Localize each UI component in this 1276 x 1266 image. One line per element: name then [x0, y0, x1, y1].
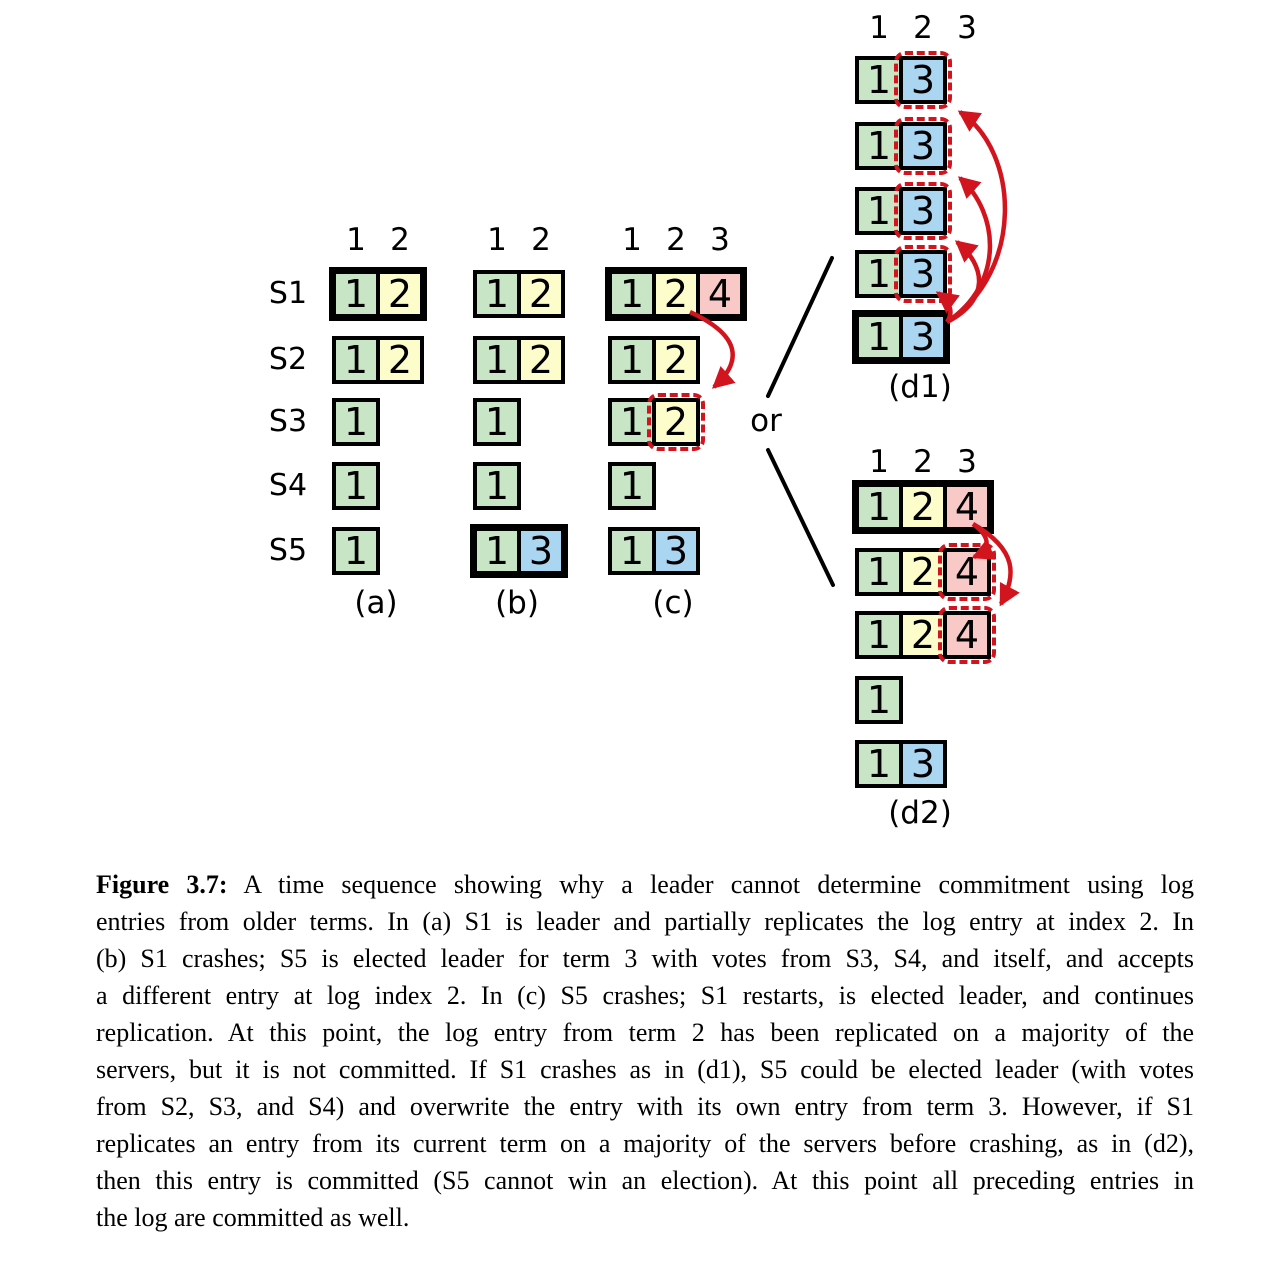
caption-line: entries from older terms. In (a) S1 is leader and partially replicates the log entry at index 2. In — [96, 907, 1194, 936]
column-label-b: (b) — [495, 585, 539, 621]
log-entry: 1 — [477, 402, 517, 442]
log-entry: 4 — [700, 274, 740, 314]
log-entry: 1 — [336, 340, 376, 380]
caption-line — [96, 866, 1194, 903]
log-entry: 1 — [859, 615, 899, 655]
log-entry: 1 — [612, 340, 652, 380]
replicated-entry-outline — [938, 606, 996, 664]
overwritten-entry-outline — [894, 245, 952, 303]
log-c-s2 — [608, 336, 700, 384]
index-header: 2 — [390, 222, 410, 258]
log-entry: 2 — [656, 402, 696, 442]
log-entry: 3 — [903, 317, 943, 357]
log-entry: 1 — [859, 487, 899, 527]
log-entry: 1 — [859, 60, 899, 100]
caption-line: replication. At this point, the log entry from term 2 has been replicated on a majority of the — [96, 1018, 1194, 1047]
log-entry: 1 — [477, 274, 517, 314]
log-entry: 3 — [903, 60, 943, 100]
index-header: 3 — [710, 222, 730, 258]
log-entry: 3 — [903, 191, 943, 231]
log-entry: 1 — [859, 552, 899, 592]
log-a-s3 — [332, 398, 380, 446]
log-b-s1 — [473, 270, 565, 318]
caption-line: a different entry at log index 2. In (c) S5 crashes; S1 restarts, is elected leader, and continues — [96, 981, 1194, 1010]
log-entry: 3 — [903, 254, 943, 294]
server-label-s1: S1 — [268, 276, 308, 311]
index-header: 3 — [957, 10, 977, 46]
index-header: 2 — [666, 222, 686, 258]
index-header: 2 — [913, 10, 933, 46]
log-c-s1-leader — [605, 267, 747, 321]
log-c-s5 — [608, 527, 700, 575]
log-entry: 1 — [612, 402, 652, 442]
caption-line: then this entry is committed (S5 cannot win an election). At this point all preceding entries in — [96, 1166, 1194, 1195]
log-entry: 1 — [336, 531, 376, 571]
log-entry: 1 — [477, 340, 517, 380]
server-label-s2: S2 — [268, 342, 308, 377]
log-entry: 3 — [903, 126, 943, 166]
figure-caption — [96, 866, 1194, 1236]
replicated-entry-outline — [647, 393, 705, 451]
log-entry: 1 — [477, 466, 517, 506]
log-entry: 2 — [521, 340, 561, 380]
server-label-s5: S5 — [268, 533, 308, 568]
figure-number: Figure 3.7: — [96, 870, 228, 899]
branch-line-d1 — [768, 258, 832, 396]
log-entry: 1 — [336, 402, 376, 442]
log-entry: 2 — [656, 340, 696, 380]
index-header: 1 — [622, 222, 642, 258]
log-entry: 2 — [521, 274, 561, 314]
log-entry: 3 — [521, 531, 561, 571]
index-header: 1 — [346, 222, 366, 258]
log-entry: 1 — [859, 744, 899, 784]
caption-line: from S2, S3, and S4) and overwrite the entry with its own entry from term 3. However, if S1 — [96, 1092, 1194, 1121]
server-label-s3: S3 — [268, 404, 308, 439]
log-entry: 1 — [859, 317, 899, 357]
overwritten-entry-outline — [894, 51, 952, 109]
log-entry: 3 — [656, 531, 696, 571]
log-entry: 2 — [656, 274, 696, 314]
column-label-d1: (d1) — [888, 369, 952, 405]
log-b-s4 — [473, 462, 521, 510]
log-entry: 2 — [903, 615, 943, 655]
index-header: 1 — [487, 222, 507, 258]
log-entry: 4 — [947, 552, 987, 592]
overwritten-entry-outline — [894, 117, 952, 175]
log-entry: 4 — [947, 615, 987, 655]
or-label: or — [750, 403, 782, 439]
caption-line: replicates an entry from its current term on a majority of the servers before crashing, as in (d2), — [96, 1129, 1194, 1158]
caption-text: A time sequence showing why a leader cannot determine commitment using log — [227, 870, 1194, 899]
column-label-d2: (d2) — [888, 795, 952, 831]
log-entry: 1 — [336, 466, 376, 506]
server-label-s4: S4 — [268, 468, 308, 503]
branch-line-d2 — [768, 450, 833, 585]
log-d2-s5 — [855, 740, 947, 788]
log-entry: 2 — [903, 487, 943, 527]
index-header: 2 — [531, 222, 551, 258]
caption-line: servers, but it is not committed. If S1 crashes as in (d1), S5 could be elected leader (with votes — [96, 1055, 1194, 1084]
log-d2-s1-leader — [852, 480, 994, 534]
log-entry: 1 — [336, 274, 376, 314]
log-b-s2 — [473, 336, 565, 384]
index-header: 1 — [869, 10, 889, 46]
overwrite-arrow-d1-s1 — [947, 112, 1005, 322]
overwritten-entry-outline — [894, 182, 952, 240]
log-a-s4 — [332, 462, 380, 510]
log-entry: 3 — [903, 744, 943, 784]
column-label-c: (c) — [652, 585, 694, 621]
caption-line: (b) S1 crashes; S5 is elected leader for term 3 with votes from S3, S4, and itself, and accepts — [96, 944, 1194, 973]
index-header: 2 — [913, 444, 933, 480]
log-entry: 1 — [477, 531, 517, 571]
log-entry: 1 — [859, 680, 899, 720]
log-a-s1-leader — [329, 267, 427, 321]
log-a-s2 — [332, 336, 424, 384]
caption-line: the log are committed as well. — [96, 1203, 410, 1232]
log-d2-s4 — [855, 676, 903, 724]
log-d1-s5-leader — [852, 310, 950, 364]
log-b-s5-leader — [470, 524, 568, 578]
log-entry: 1 — [859, 191, 899, 231]
log-entry: 1 — [612, 531, 652, 571]
log-entry: 2 — [380, 340, 420, 380]
index-header: 3 — [957, 444, 977, 480]
log-entry: 1 — [612, 466, 652, 506]
log-entry: 1 — [859, 126, 899, 166]
log-c-s4 — [608, 462, 656, 510]
log-entry: 2 — [903, 552, 943, 592]
overwrite-arrow-d1-s2 — [947, 178, 990, 322]
log-b-s3 — [473, 398, 521, 446]
replicated-entry-outline — [938, 543, 996, 601]
log-entry: 4 — [947, 487, 987, 527]
log-entry: 2 — [380, 274, 420, 314]
column-label-a: (a) — [354, 585, 398, 621]
log-a-s5 — [332, 527, 380, 575]
log-entry: 1 — [612, 274, 652, 314]
index-header: 1 — [869, 444, 889, 480]
log-entry: 1 — [859, 254, 899, 294]
